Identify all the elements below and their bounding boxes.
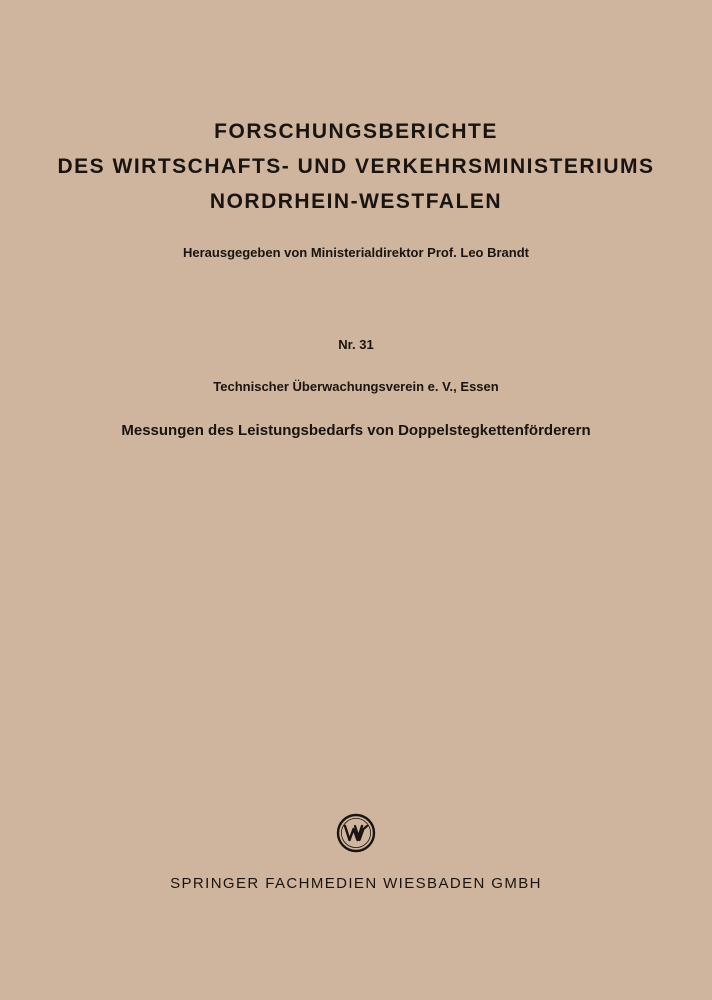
series-title-line-1: FORSCHUNGSBERICHTE bbox=[214, 120, 498, 143]
author: Technischer Überwachungsverein e. V., Essen bbox=[213, 379, 499, 394]
series-title-line-2: DES WIRTSCHAFTS- UND VERKEHRSMINISTERIUMS bbox=[57, 155, 655, 178]
series-title-line-3: NORDRHEIN-WESTFALEN bbox=[209, 190, 503, 213]
series-title bbox=[0, 114, 712, 219]
volume-number: Nr. 31 bbox=[338, 337, 374, 352]
report-title: Messungen des Leistungsbedarfs von Doppelstegkettenförderern bbox=[121, 422, 591, 439]
springer-vieweg-logo-icon bbox=[336, 813, 376, 853]
publisher-name: SPRINGER FACHMEDIEN WIESBADEN GMBH bbox=[170, 875, 542, 892]
editor-line: Herausgegeben von Ministerialdirektor Prof. Leo Brandt bbox=[182, 245, 529, 260]
